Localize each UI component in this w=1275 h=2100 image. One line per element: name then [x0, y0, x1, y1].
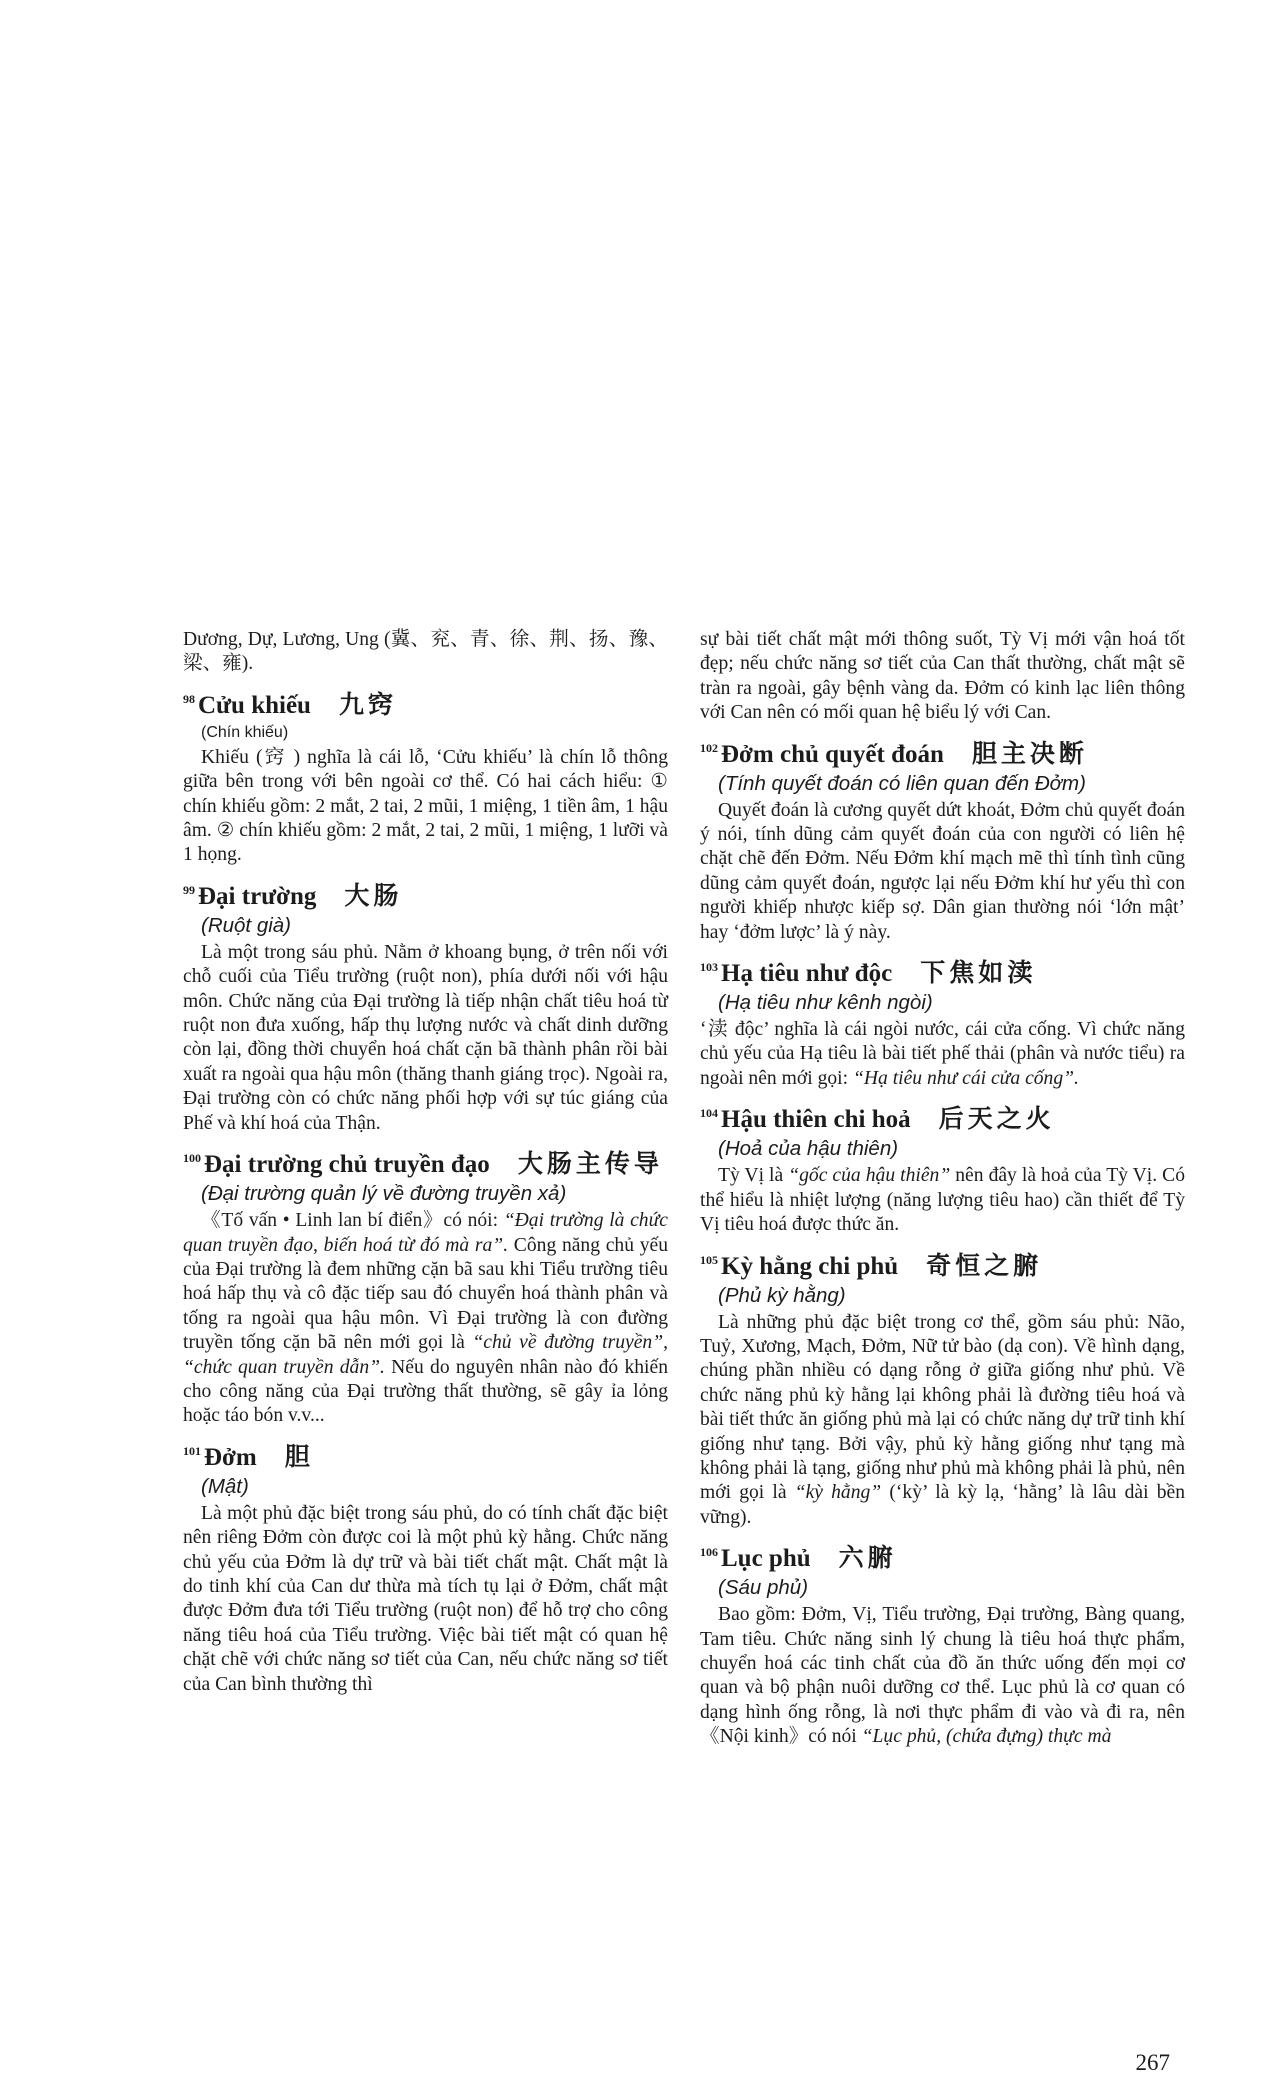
- entry-99: [183, 874, 668, 1136]
- entry-104: [700, 1097, 1185, 1237]
- entry-body: Là một trong sáu phủ. Nằm ở khoang bụng, ở trên nối với chỗ cuối của Tiểu trường (ruột non), phía dưới nối với hậu môn. Chức năng của Đại trường là tiếp nhận chất tiêu hoá từ ruột non đưa xuống, hấp thụ lượng nước và chất dinh dưỡng còn lại, đồng thời chuyển hoá chất cặn bã thành phân rồi bài xuất ra ngoài qua hậu môn (thăng thanh giáng trọc). Ngoài ra, Đại trường còn có chức năng phối hợp với sự túc giáng của Phế và khí hoá của Thận.: [183, 941, 668, 1134]
- entry-body: [183, 1209, 668, 1429]
- entry-106: [700, 1536, 1185, 1749]
- entry-hanzi: 大肠主传导: [517, 1151, 663, 1179]
- entry-term: Hậu thiên chi hoả: [721, 1106, 911, 1134]
- body-text: (‘kỳ’ là kỳ lạ, ‘hằng’ là lâu dài bền vững).: [700, 1482, 1186, 1528]
- entry-number: 100: [183, 1151, 201, 1166]
- entry-number: 102: [700, 740, 718, 755]
- entry-number: 99: [183, 882, 195, 897]
- entry-term: Đại trường: [198, 882, 317, 910]
- entry-body: [700, 1018, 1185, 1091]
- entry-102: [700, 732, 1185, 945]
- entry-subtitle: (Phủ kỳ hằng): [718, 1283, 846, 1307]
- entry-hanzi: 后天之火: [938, 1106, 1055, 1134]
- body-text: Là những phủ đặc biệt trong cơ thể, gồm sáu phủ: Não, Tuỷ, Xương, Mạch, Đởm, Nữ tử bào (dạ con). Về hình dạng, chúng phần nhiều có dạng rỗng ở giữa giống như phủ. Về chức năng phủ kỳ hằng lại không phải là đường tiêu hoá và bài tiết thức ăn giống phủ mà lại có chức năng dự trữ tinh khí giống như tạng. Bởi vậy, phủ kỳ hằng giống như tạng mà không phải là tạng, giống như phủ mà không phải là phủ, nên mới gọi là: [700, 1311, 1185, 1504]
- quote-text: “Hạ tiêu như cái cửa cống”.: [852, 1067, 1079, 1089]
- body-text: Tỳ Vị là: [718, 1165, 789, 1187]
- entry-heading: [700, 732, 1185, 771]
- entry-number: 101: [183, 1443, 201, 1458]
- entry-subtitle: (Mật): [201, 1474, 249, 1498]
- entry-subtitle: (Tính quyết đoán có liên quan đến Đởm): [718, 771, 1086, 795]
- entry-hanzi: 九窍: [338, 691, 397, 719]
- entry-105: [700, 1244, 1185, 1531]
- entry-subtitle: (Hoả của hậu thiên): [718, 1137, 899, 1161]
- entry-subtitle: (Đại trường quản lý về đường truyền xả): [201, 1182, 567, 1206]
- entry-subtitle: (Sáu phủ): [718, 1576, 809, 1600]
- entry-hanzi: 下焦如渎: [920, 960, 1037, 988]
- body-text: Nếu do nguyên nhân nào đó khiến cho công năng của Đại trường thất thường, sẽ gây ỉa lỏng hoặc táo bón v.v...: [183, 1356, 668, 1427]
- entry-term: Đại trường chủ truyền đạo: [204, 1151, 490, 1179]
- entry-subtitle: (Chín khiếu): [201, 723, 289, 741]
- entry-term: Lục phủ: [721, 1545, 811, 1573]
- continued-text: sự bài tiết chất mật mới thông suốt, Tỳ Vị mới vận hoá tốt đẹp; nếu chức năng sơ tiết của Can thất thường, chất mật sẽ tràn ra ngoài, gây bệnh vàng da. Đởm có kinh lạc liên thông với Can nên có mối quan hệ biểu lý với Can.: [700, 629, 1185, 724]
- entry-hanzi: 胆: [284, 1443, 314, 1471]
- entry-body: Quyết đoán là cương quyết dứt khoát, Đởm chủ quyết đoán ý nói, tính dũng cảm quyết đoán của con người có liên hệ chặt chẽ đến Đởm. Nếu Đởm khí mạch mẽ thì tính tình cũng dũng cảm quyết đoán, ngược lại nếu Đởm khí hư yếu thì con người khiếp nhược kiếp sợ. Dân gian thường nói ‘lớn mật’ hay ‘đởm lược’ là ý này.: [700, 799, 1185, 943]
- entry-term: Cửu khiếu: [198, 691, 311, 719]
- entry-heading: [700, 1097, 1185, 1136]
- quote-text: “Lục phủ, (chứa đựng) thực mà: [861, 1726, 1112, 1748]
- entry-term: Đởm: [204, 1443, 257, 1471]
- entry-heading: [183, 683, 668, 722]
- entry-body: Khiếu (窍 ) nghĩa là cái lỗ, ‘Cửu khiếu’ là chín lỗ thông giữa bên trong với bên ngoài cơ thể. Có hai cách hiểu: ① chín khiếu gồm: 2 mắt, 2 tai, 2 mũi, 1 miệng, 1 tiền âm, 1 hậu âm. ② chín khiếu gồm: 2 mắt, 2 tai, 2 mũi, 1 miệng, 1 lưỡi và 1 họng.: [183, 746, 668, 866]
- quote-text: “gốc của hậu thiên”: [788, 1165, 951, 1187]
- entry-hanzi: 奇恒之腑: [926, 1252, 1043, 1280]
- body-text: 《Tố vấn • Linh lan bí điển》có nói:: [201, 1210, 504, 1232]
- quote-text: “kỳ hằng”: [794, 1482, 882, 1504]
- entry-heading: [700, 951, 1185, 990]
- page-number: 267: [1135, 2050, 1170, 2075]
- entry-number: 103: [700, 960, 718, 975]
- entry-heading: [700, 1536, 1185, 1575]
- left-column: [183, 628, 668, 1697]
- right-column: [700, 628, 1185, 1750]
- entry-hanzi: 六腑: [838, 1545, 897, 1573]
- body-text: ‘渎 độc’ nghĩa là cái ngòi nước, cái cửa cống. Vì chức năng chủ yếu của Hạ tiêu là bài tiết phế thải (phân và nước tiểu) ra ngoài nên mới gọi:: [700, 1019, 1185, 1089]
- entry-101: [183, 1435, 668, 1697]
- body-text: Công năng chủ yếu của Đại trường là đem những cặn bã sau khi Tiểu trường tiêu hoá hấp thụ và cô đặc tiếp sau đó chuyển hoá thành phân và tống ra ngoài qua hậu môn. Vì Đại trường là con đường truyền tống cặn bã nên mới gọi là: [183, 1234, 668, 1354]
- entry-subtitle: (Ruột già): [201, 913, 292, 937]
- entry-body: [700, 1164, 1185, 1237]
- entry-heading: [183, 874, 668, 913]
- body-text: Bao gồm: Đởm, Vị, Tiểu trường, Đại trường, Bàng quang, Tam tiêu. Chức năng sinh lý chung là tiêu hoá thực phẩm, chuyển hoá các tinh chất của đồ ăn thức uống đến mọi cơ quan và bộ phận nuôi dưỡng cơ thể. Lục phủ là cơ quan có dạng hình ống rỗng, là nơi thực phẩm đi vào và đi ra, nên《Nội kinh》có nói: [700, 1604, 1185, 1748]
- entry-body: [700, 1311, 1185, 1531]
- entry-body: Là một phủ đặc biệt trong sáu phủ, do có tính chất đặc biệt nên riêng Đởm còn được coi là một phủ kỳ hằng. Chức năng chủ yếu của Đởm là dự trữ và bài tiết chất mật. Chất mật là do tinh khí của Can dư thừa mà tích tụ lại ở Đởm, chất mật được Đởm đưa tới Tiểu trường (ruột non) để hỗ trợ cho công năng tiêu hoá của Tiểu trường. Việc bài tiết mật có quan hệ chặt chẽ với chức năng sơ tiết của Can, nếu chức năng sơ tiết của Can bình thường thì: [183, 1502, 668, 1695]
- entry-100: [183, 1142, 668, 1429]
- entry-heading: [183, 1435, 668, 1474]
- entry-number: 106: [700, 1545, 718, 1560]
- body-text: nên đây là hoả của Tỳ Vị. Có thể hiểu là nhiệt lượng (năng lượng tiêu hao) cần thiết để Tỳ Vị tiêu hoá được thức ăn.: [700, 1165, 1186, 1236]
- quote-text: “chủ về đường truyền”, “chức quan truyền dẫn”.: [183, 1332, 668, 1378]
- entry-number: 104: [700, 1106, 718, 1121]
- entry-heading: [183, 1142, 668, 1181]
- entry-hanzi: 胆主决断: [971, 740, 1088, 768]
- entry-heading: [700, 1244, 1185, 1283]
- entry-subtitle: (Hạ tiêu như kênh ngòi): [718, 991, 933, 1015]
- entry-103: [700, 951, 1185, 1091]
- entry-number: 98: [183, 691, 195, 706]
- entry-term: Kỳ hằng chi phủ: [721, 1252, 899, 1280]
- entry-number: 105: [700, 1252, 718, 1267]
- entry-term: Hạ tiêu như độc: [721, 960, 893, 988]
- entry-body: [700, 1603, 1185, 1749]
- entry-98: [183, 683, 668, 868]
- entry-hanzi: 大肠: [344, 882, 403, 910]
- entry-term: Đởm chủ quyết đoán: [721, 740, 944, 768]
- quote-text: “Đại trường là chức quan truyền đạo, biến hoá từ đó mà ra”.: [183, 1210, 668, 1256]
- continued-text: Dương, Dự, Lương, Ung (冀、兖、青、徐、荆、扬、豫、梁、雍).: [183, 629, 668, 675]
